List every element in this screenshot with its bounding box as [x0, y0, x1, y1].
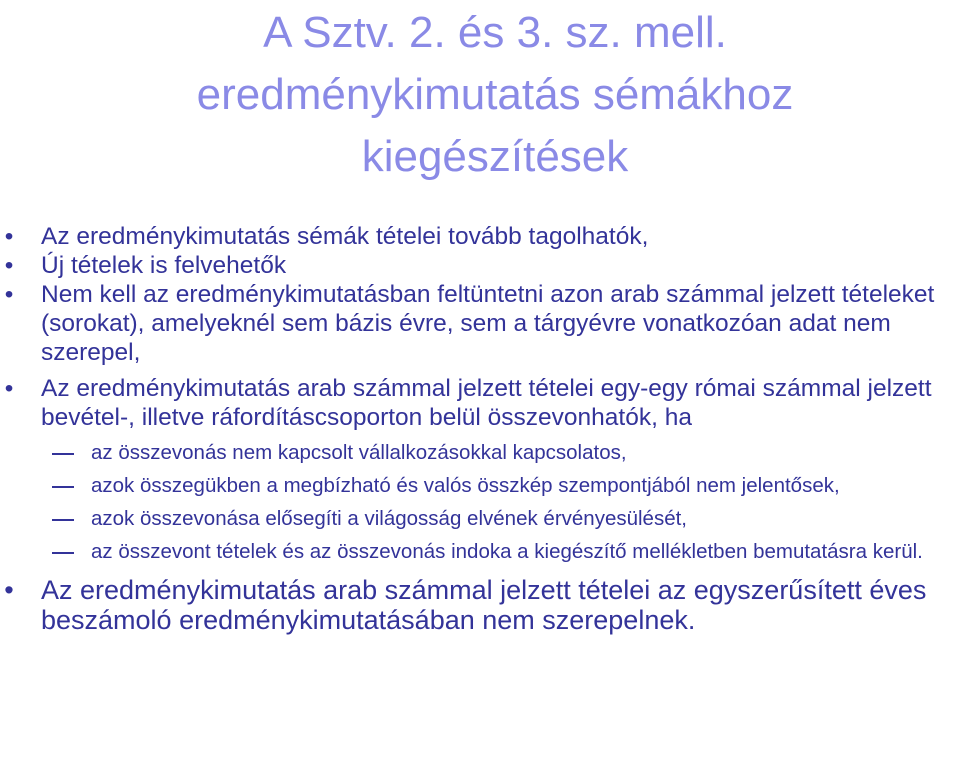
bullet-icon: •: [4, 223, 14, 250]
bullet-item: [0, 222, 959, 251]
dash-icon: [52, 552, 74, 554]
bullet-icon: •: [4, 252, 14, 279]
title-line-3: kiegészítések: [361, 132, 629, 181]
bullet-text: Az eredménykimutatás arab számmal jelzett tételei az egyszerűsített éves beszámoló eredménykimutatásában nem szerepelnek.: [41, 575, 927, 635]
bullet-text: Az eredménykimutatás arab számmal jelzett tételei egy-egy római számmal jelzett bevétel-, illetve ráfordításcsoporton belül összevonhatók, ha: [41, 375, 932, 431]
sub-item: [0, 441, 959, 465]
bullet-item: [0, 280, 959, 367]
sub-item: [0, 474, 959, 498]
bullet-icon: •: [4, 375, 14, 402]
bullet-icon: •: [4, 575, 14, 605]
sub-item-text: azok összevonása elősegíti a világosság elvének érvényesülését,: [91, 507, 687, 530]
title-line-1: A Sztv. 2. és 3. sz. mell.: [263, 8, 727, 57]
title-line-2: eredménykimutatás sémákhoz: [196, 70, 794, 119]
bullet-text: Az eredménykimutatás sémák tételei tovább tagolhatók,: [41, 223, 649, 250]
slide-title: [0, 2, 959, 188]
bullet-list: [0, 222, 959, 635]
dash-icon: [52, 519, 74, 521]
sub-item: [0, 540, 959, 564]
bullet-item: [0, 374, 959, 432]
bullet-item: [0, 575, 959, 635]
dash-icon: [52, 453, 74, 455]
sub-item-text: az összevont tételek és az összevonás indoka a kiegészítő mellékletben bemutatásra kerül.: [91, 540, 923, 563]
sub-item: [0, 507, 959, 531]
bullet-text: Nem kell az eredménykimutatásban feltüntetni azon arab számmal jelzett tételeket (sorokat), amelyeknél sem bázis évre, sem a tárgyévre vonatkozóan adat nem szerepel,: [41, 281, 935, 366]
sub-item-text: azok összegükben a megbízható és valós összkép szempontjából nem jelentősek,: [91, 474, 840, 497]
bullet-text: Új tételek is felvehetők: [41, 252, 287, 279]
bullet-item: [0, 251, 959, 280]
dash-icon: [52, 486, 74, 488]
sub-item-text: az összevonás nem kapcsolt vállalkozásokkal kapcsolatos,: [91, 441, 627, 464]
bullet-icon: •: [4, 281, 14, 308]
